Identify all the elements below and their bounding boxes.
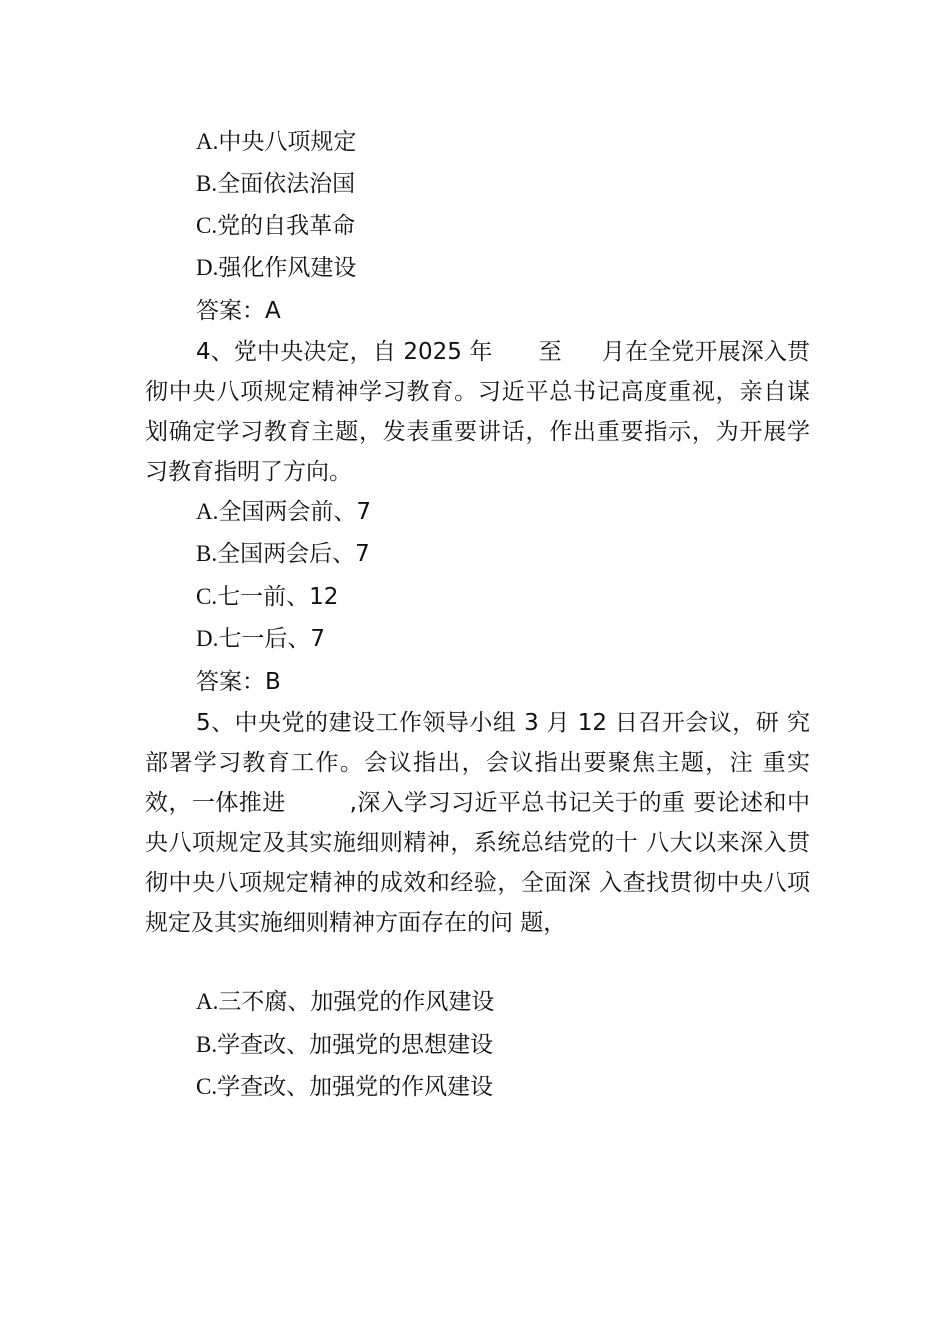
option-letter: C.: [196, 584, 218, 609]
option-letter: A.: [196, 499, 219, 524]
option-text: 学查改、加强党的作风建设: [217, 1074, 494, 1100]
option-letter: B.: [196, 541, 218, 566]
q5-option-c: [196, 1072, 493, 1102]
q4-option-c: [196, 582, 338, 612]
question-4: [145, 332, 810, 492]
option-letter: B.: [196, 171, 218, 196]
q5-option-a: [196, 987, 494, 1017]
q4-answer: 答案：B: [196, 669, 281, 695]
q5-text-part1: 5、中央党的建设工作领导小组 3 月 12 日召开会议，研 究部署学习教育工作。会议指出，会议指出要聚焦主题，注 重实效，一体推进: [145, 710, 810, 816]
option-letter: D.: [196, 626, 219, 651]
option-letter: A.: [196, 129, 219, 154]
option-text: 中央八项规定: [218, 129, 357, 155]
option-text: 全面依法治国: [217, 171, 356, 197]
option-text: 全国两会前、7: [218, 499, 372, 525]
option-letter: B.: [196, 1032, 218, 1057]
option-text: 七一后、7: [218, 626, 326, 652]
q3-option-b: [196, 169, 355, 199]
q3-answer: 答案：A: [196, 298, 281, 324]
option-text: 全国两会后、7: [217, 541, 370, 567]
option-letter: D.: [196, 255, 219, 280]
question-5: [145, 703, 810, 943]
q3-option-a: [196, 127, 356, 157]
q5-text-part2: ,深入学习习近平总书记关于的重 要论述和中央八项规定及其实施细则精神，系统总结党的十 八大以来深入贯彻中央八项规定精神的成效和经验，全面深 入查找贯彻中央八项规定及其实施细则精神方面存在的问 题，: [145, 790, 810, 936]
option-text: 强化作风建设: [218, 255, 357, 281]
q4-option-b: [196, 539, 370, 569]
q4-text-part1: 4、党中央决定，自 2025 年: [196, 339, 493, 365]
option-letter: C.: [196, 213, 218, 238]
q4-text-part2: 至: [538, 339, 562, 365]
q4-option-d: [196, 624, 325, 654]
option-text: 三不腐、加强党的作风建设: [218, 989, 495, 1015]
option-letter: A.: [196, 989, 219, 1014]
q5-option-b: [196, 1030, 493, 1060]
option-text: 党的自我革命: [217, 213, 356, 239]
q4-text-part3: 月在全党开展深入贯彻中央八项规定精神学习教育。习近平总书记高度重视，亲自谋划确定学习教育主题，发表重要讲话，作出重要指示，为开展学习教育指明了方向。: [145, 339, 811, 485]
option-text: 学查改、加强党的思想建设: [217, 1032, 494, 1058]
option-text: 七一前、12: [217, 584, 339, 610]
q3-option-c: [196, 211, 355, 241]
q4-option-a: [196, 497, 371, 527]
option-letter: C.: [196, 1074, 218, 1099]
q3-option-d: [196, 253, 356, 283]
